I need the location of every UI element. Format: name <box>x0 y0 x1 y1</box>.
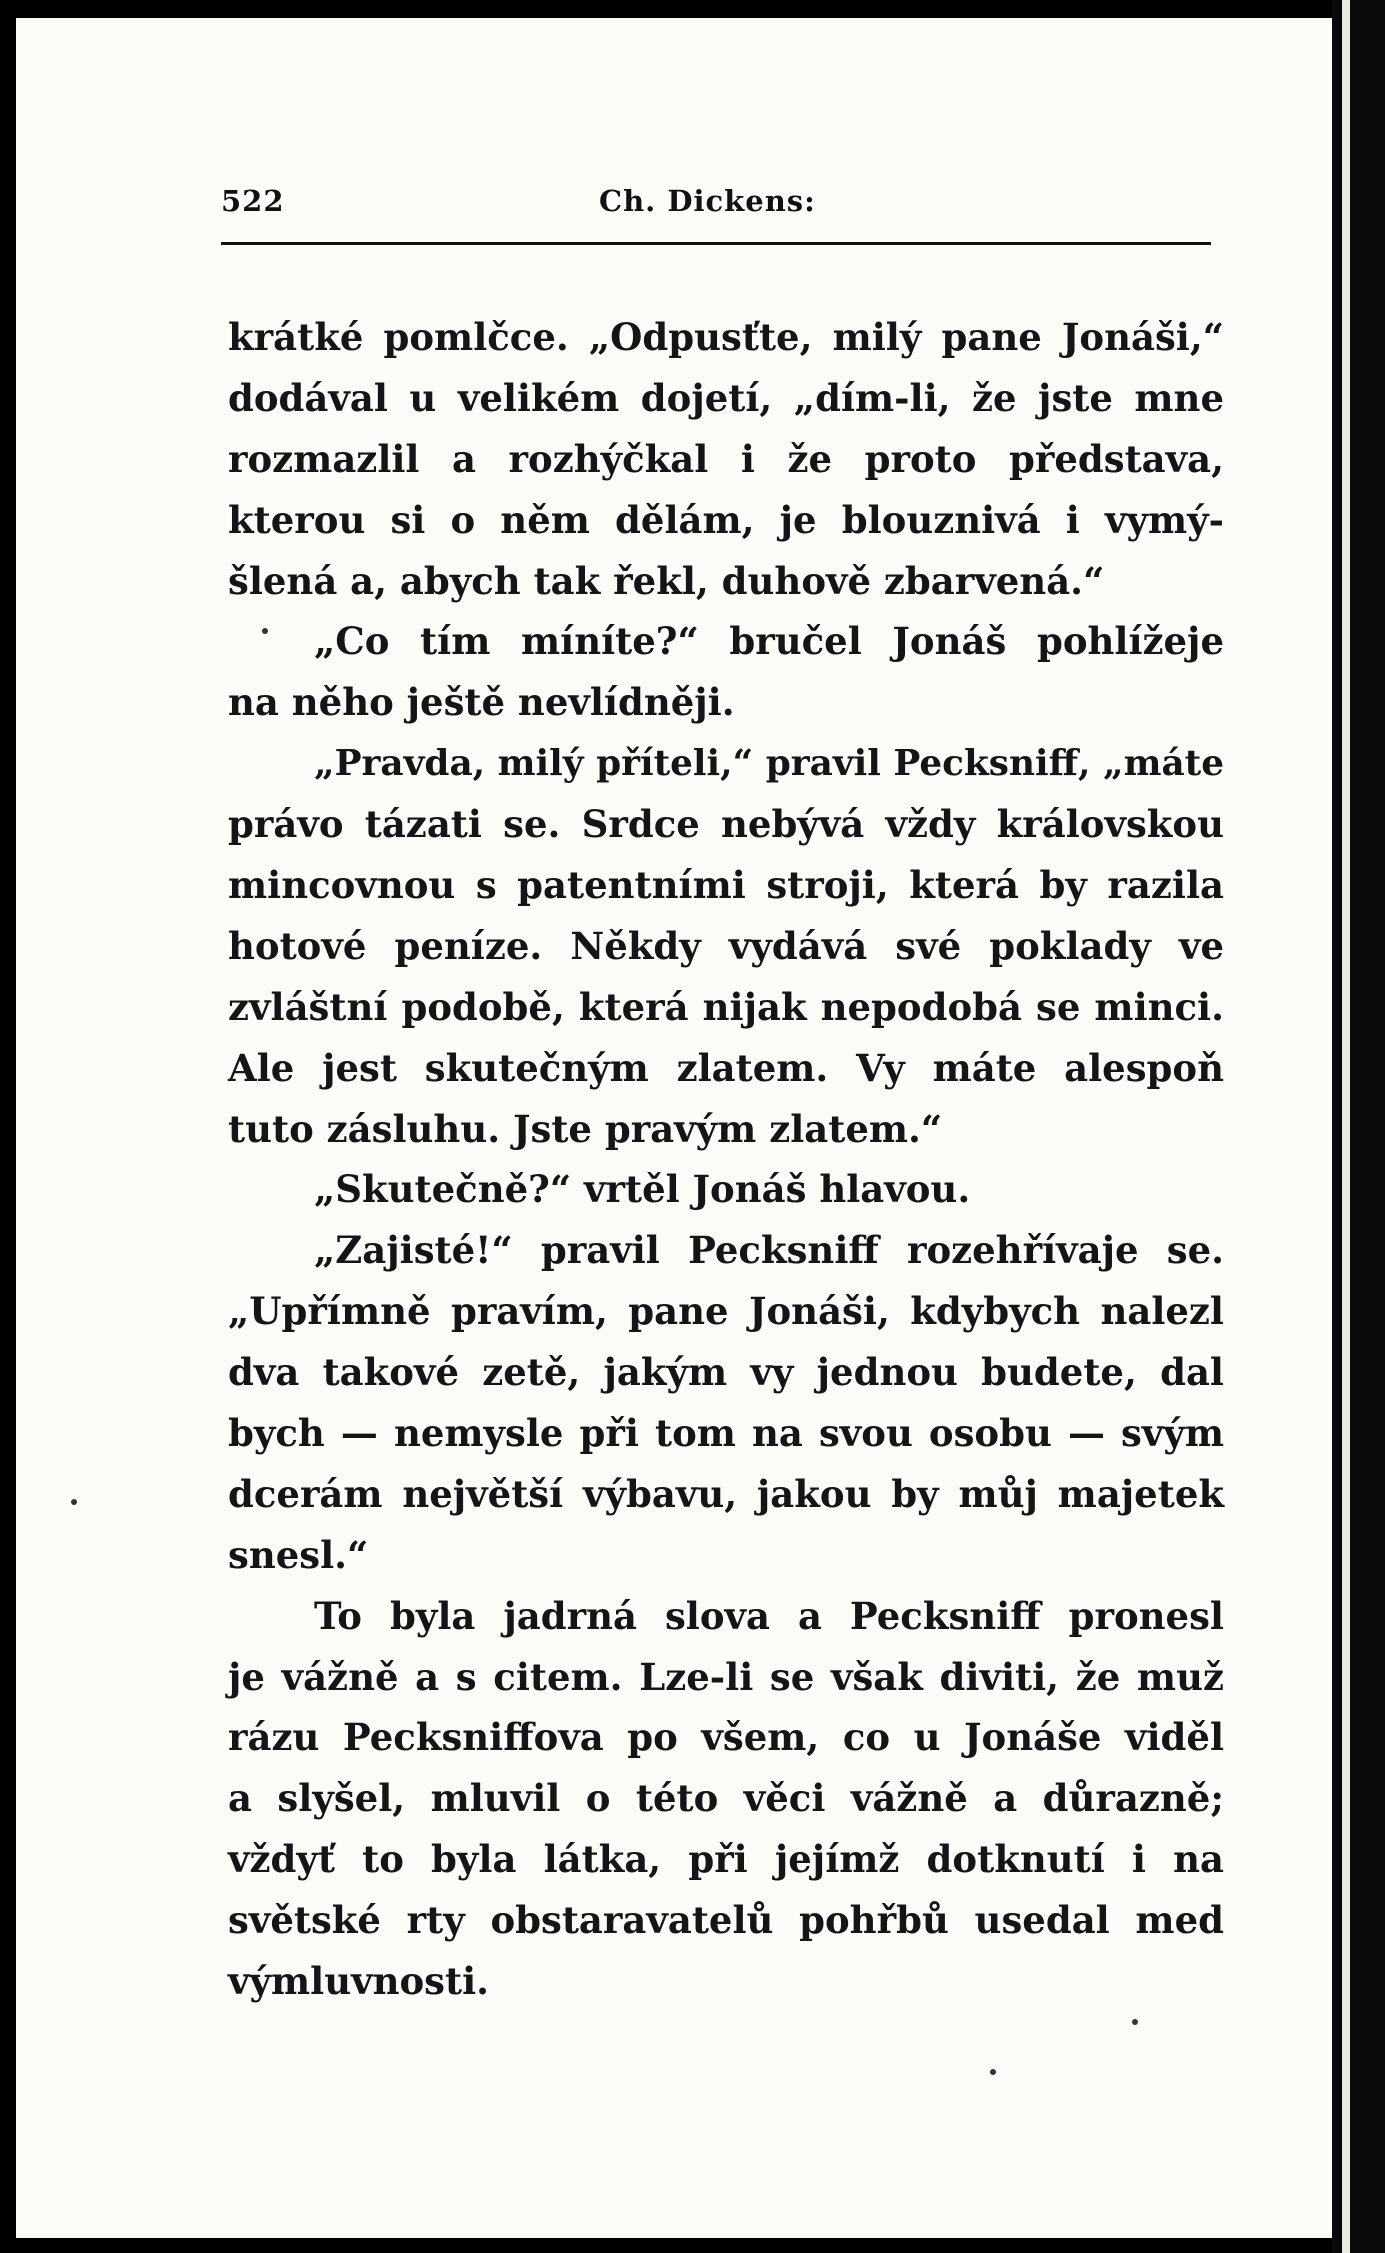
text-line: snesl.“ <box>228 1532 369 1577</box>
text-line: Ale jest skutečným zlatem. Vy máte alespoň <box>228 1045 1224 1090</box>
text-line: vždyť to byla látka, při jejímž dotknutí i na <box>228 1837 1224 1882</box>
text-line: rozmazlil a rozhýčkal i že proto představa, <box>228 436 1224 481</box>
text-line: dcerám největší výbavu, jakou by můj majetek <box>228 1471 1224 1516</box>
text-line: na něho ještě nevlídněji. <box>228 680 735 725</box>
text-line: tuto zásluhu. Jste pravým zlatem.“ <box>228 1106 943 1151</box>
running-head: Ch. Dickens: <box>599 184 816 218</box>
text-line: „Pravda, milý příteli,“ pravil Pecksniff, „máte <box>314 742 1224 785</box>
text-line: právo tázati se. Srdce nebývá vždy královskou <box>228 802 1224 847</box>
ink-speck <box>71 1499 77 1505</box>
page-number: 522 <box>221 184 285 218</box>
text-line: rázu Pecksniffova po všem, co u Jonáše viděl <box>228 1715 1224 1760</box>
page-edge-shadow <box>1332 0 1385 2253</box>
page-header <box>221 184 1211 234</box>
text-line: „Co tím míníte?“ bručel Jonáš pohlížeje <box>314 619 1224 664</box>
text-line: To byla jadrná slova a Pecksniff pronesl <box>314 1593 1224 1638</box>
text-line: šlená a, abych tak řekl, duhově zbarvená.“ <box>228 558 1105 603</box>
text-line: a slyšel, mluvil o této věci vážně a důrazně; <box>228 1776 1224 1821</box>
text-line: dva takové zetě, jakým vy jednou budete, dal <box>228 1350 1224 1395</box>
body-text <box>228 307 1224 2012</box>
text-line: mincovnou s patentními stroji, která by razila <box>228 863 1224 908</box>
text-line: „Upřímně pravím, pane Jonáši, kdybych nalezl <box>228 1289 1224 1334</box>
ink-speck <box>990 2069 996 2075</box>
text-line: krátké pomlčce. „Odpusťte, milý pane Jonáši,“ <box>228 315 1224 359</box>
text-line: hotové peníze. Někdy vydává své poklady ve <box>228 923 1224 968</box>
page-edge-strip <box>1342 0 1350 2253</box>
text-line: „Skutečně?“ vrtěl Jonáš hlavou. <box>314 1167 971 1212</box>
text-line: zvláštní podobě, která nijak nepodobá se minci. <box>228 984 1224 1029</box>
text-line: dodával u velikém dojetí, „dím-li, že jste mne <box>228 375 1224 420</box>
ink-speck <box>1132 2019 1138 2025</box>
text-line: „Zajisté!“ pravil Pecksniff rozehřívaje se. <box>314 1228 1224 1273</box>
header-rule <box>221 242 1211 245</box>
text-line: kterou si o něm dělám, je blouznivá i vymý- <box>228 497 1224 542</box>
text-line: výmluvnosti. <box>228 1959 490 2004</box>
text-line: bych — nemysle při tom na svou osobu — svým <box>228 1411 1224 1456</box>
text-line: je vážně a s citem. Lze-li se však diviti, že muž <box>228 1654 1224 1699</box>
text-line: světské rty obstaravatelů pohřbů usedal med <box>228 1898 1224 1943</box>
